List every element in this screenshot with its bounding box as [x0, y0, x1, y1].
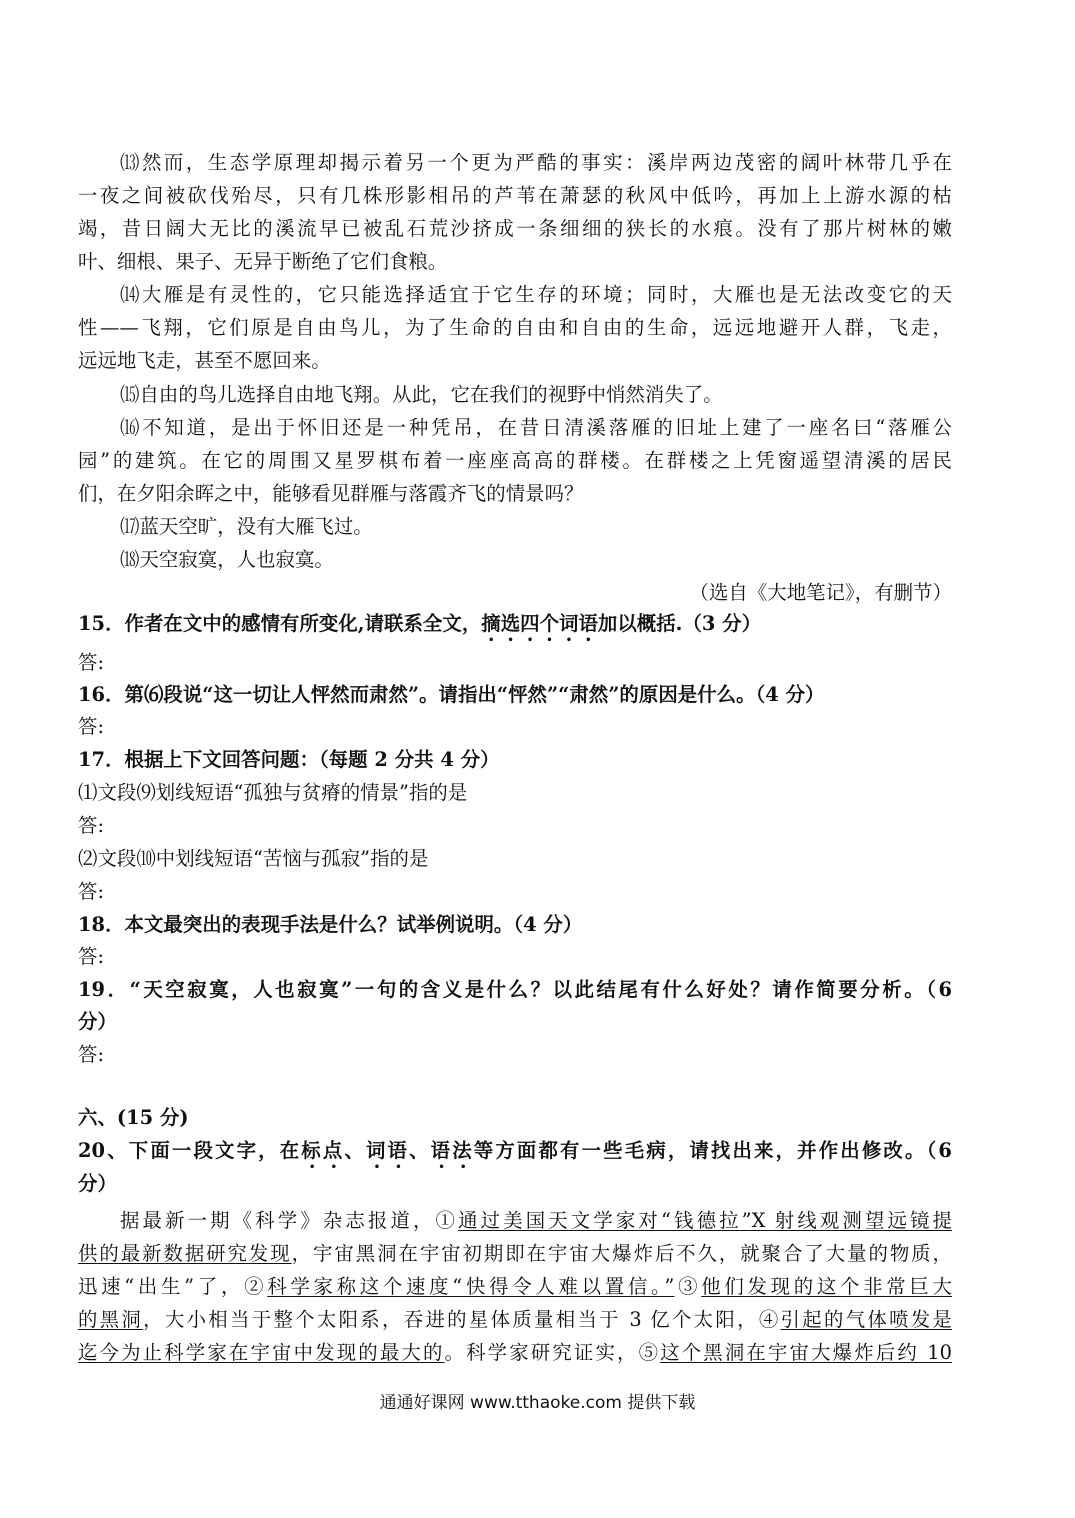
answer-15: 答: — [78, 651, 105, 674]
passage-text: ，宇宙黑洞在宇宙初期即在宇宙大爆炸后不久，就聚合了大量的物质， — [291, 1242, 952, 1265]
passage-underlined: 供的最新数据研究发现 — [78, 1242, 292, 1265]
answer-19: 答: — [78, 1043, 105, 1066]
passage-line-1 — [78, 1206, 952, 1238]
passage-line-4 — [78, 1305, 952, 1337]
answer-16: 答: — [78, 715, 105, 738]
para-15: ⒂自由的鸟儿选择自由地飞翔。从此，它在我们的视野中悄然消失了。 — [120, 383, 723, 406]
question-19-line-1: 19．“天空寂寞，人也寂寞”一句的含义是什么？以此结尾有什么好处？请作简要分析。（6 — [78, 978, 952, 1001]
answer-17-2: 答: — [78, 880, 105, 903]
para-14-line-2: 性——飞翔，它们原是自由鸟儿，为了生命的自由和自由的生命，远远地避开人群，飞走， — [78, 316, 952, 339]
question-18: 18．本文最突出的表现手法是什么？试举例说明。（4 分） — [78, 913, 583, 936]
para-14-line-1: ⒁大雁是有灵性的，它只能选择适宜于它生存的环境；同时，大雁也是无法改变它的天 — [120, 283, 952, 306]
question-20-post: 等方面都有一些毛病，请找出来，并作出修改。（6 — [473, 1139, 952, 1162]
passage-underlined: 的黑洞 — [78, 1308, 144, 1331]
question-19-line-2: 分） — [78, 1010, 117, 1033]
para-18: ⒅天空寂寞，人也寂寞。 — [120, 548, 334, 571]
para-17: ⒄蓝天空旷，没有大雁飞过。 — [120, 515, 373, 538]
passage-text: 据最新一期《科学》杂志报道，① — [120, 1209, 459, 1232]
passage-underlined: 这个黑洞在宇宙大爆炸后约 10 — [660, 1341, 952, 1364]
question-20-emphasis-2: 词语 — [365, 1139, 410, 1162]
question-20-line-1 — [78, 1136, 952, 1168]
passage-underlined: 科学家称这个速度“快得令人难以置信。” — [267, 1275, 675, 1298]
passage-line-5 — [78, 1338, 952, 1370]
section-6-heading: 六、(15 分) — [78, 1106, 189, 1129]
answer-18: 答: — [78, 945, 105, 968]
answer-17-1: 答: — [78, 814, 105, 837]
question-15 — [78, 609, 761, 641]
passage-text: ，大小相当于整个太阳系，吞进的星体质量相当于 3 亿个太阳，④ — [143, 1308, 781, 1331]
para-14-line-3: 远远地飞走，甚至不愿回来。 — [78, 349, 331, 372]
question-17: 17．根据上下文回答问题：（每题 2 分共 4 分） — [78, 748, 500, 771]
passage-underlined: 引起的气体喷发是 — [780, 1308, 952, 1331]
question-17-2: ⑵文段⑽中划线短语“苦恼与孤寂”指的是 — [78, 847, 429, 870]
question-20-emphasis-1: 标点 — [301, 1139, 345, 1162]
question-17-1: ⑴文段⑼划线短语“孤独与贫瘠的情景”指的是 — [78, 781, 468, 804]
question-20-sep-2: 、 — [409, 1139, 431, 1162]
question-16: 16．第⑹段说“这一切让人怦然而肃然”。请指出“怦然”“肃然”的原因是什么。（4 分） — [78, 683, 825, 706]
passage-underlined: 迄今为止科学家在宇宙中发现的最大的 — [78, 1341, 445, 1364]
question-20-line-2: 分） — [78, 1172, 117, 1195]
passage-underlined: 通过美国天文学家对“钱德拉”X 射线观测望远镜提 — [458, 1209, 953, 1232]
para-13-line-4: 叶、细根、果子、无异于断绝了它们食粮。 — [78, 250, 448, 273]
para-13-line-2: 一夜之间被砍伐殆尽，只有几株形影相吊的芦苇在萧瑟的秋风中低吟，再加上上游水源的枯 — [78, 184, 952, 207]
para-13-line-1: ⒀然而，生态学原理却揭示着另一个更为严酷的事实：溪岸两边茂密的阔叶林带几乎在 — [120, 151, 952, 174]
source-note: （选自《大地笔记》，有删节） — [689, 581, 952, 604]
passage-text: 迅速“出生”了，② — [78, 1275, 268, 1298]
passage-underlined: 他们发现的这个非常巨大 — [701, 1275, 952, 1298]
passage-text: ③ — [674, 1275, 702, 1298]
question-15-pre: 15．作者在文中的感情有所变化,请联系全文， — [78, 612, 482, 635]
para-13-line-3: 竭，昔日阔大无比的溪流早已被乱石荒沙挤成一条细细的狭长的水痕。没有了那片树林的嫩 — [78, 217, 952, 240]
passage-text: 。科学家研究证实，⑤ — [444, 1341, 661, 1364]
para-16-line-3: 们，在夕阳余晖之中，能够看见群雁与落霞齐飞的情景吗？ — [78, 482, 584, 505]
passage-line-2 — [78, 1239, 952, 1271]
question-15-post: 加以概括.（3 分） — [597, 612, 762, 635]
para-16-line-1: ⒃不知道，是出于怀旧还是一种凭吊，在昔日清溪落雁的旧址上建了一座名曰“落雁公 — [120, 416, 952, 439]
question-20-sep-1: 、 — [344, 1139, 366, 1162]
question-20-emphasis-3: 语法 — [430, 1139, 474, 1162]
passage-line-3 — [78, 1272, 952, 1304]
question-15-emphasis: 摘选四个词语 — [481, 612, 598, 635]
question-20-pre: 20、下面一段文字，在 — [78, 1139, 302, 1162]
page-footer: 通通好课网 www.tthaoke.com 提供下载 — [379, 1393, 696, 1413]
para-16-line-2: 园”的建筑。在它的周围又星罗棋布着一座座高高的群楼。在群楼之上凭窗遥望清溪的居民 — [78, 449, 952, 472]
